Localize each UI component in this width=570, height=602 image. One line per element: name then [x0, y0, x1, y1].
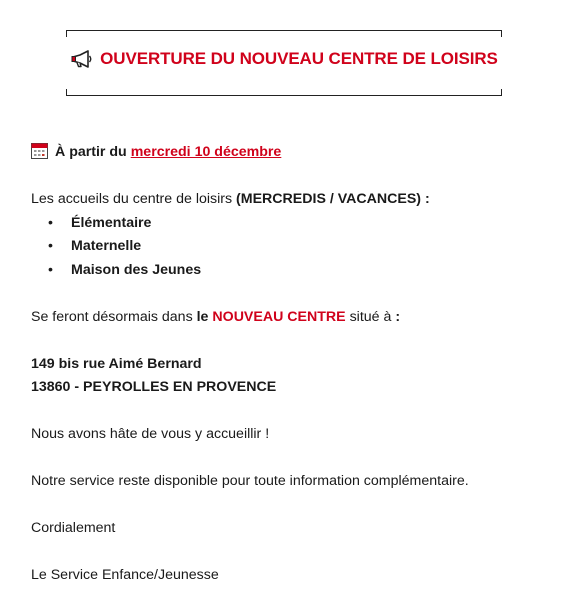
megaphone-icon	[70, 50, 94, 68]
announcement-banner	[66, 30, 502, 96]
opening-date: mercredi 10 décembre	[130, 144, 282, 160]
banner-top-border	[66, 30, 502, 37]
intro-periods: (MERCREDIS / VACANCES) :	[236, 191, 430, 207]
move-text-2: situé à	[345, 308, 396, 325]
structures-list	[31, 212, 556, 283]
banner-title: OUVERTURE DU NOUVEAU CENTRE DE LOISIRS	[100, 49, 498, 68]
calendar-icon	[31, 143, 48, 159]
signature-text: Le Service Enfance/Jeunesse	[31, 567, 219, 583]
address-line-1: 149 bis rue Aimé Bernard	[31, 355, 202, 372]
closing-text: Cordialement	[31, 520, 116, 536]
welcome-text: Nous avons hâte de vous y accueillir !	[31, 426, 270, 442]
address-line-2: 13860 - PEYROLLES EN PROVENCE	[31, 379, 277, 395]
banner-bottom-border	[66, 89, 502, 96]
move-line	[31, 306, 556, 330]
intro-line	[31, 188, 556, 212]
document-body	[31, 141, 556, 588]
list-item: • Maison des Jeunes	[31, 259, 556, 283]
banner-title-row	[66, 49, 502, 69]
list-item: • Maternelle	[31, 235, 556, 259]
move-colon: :	[395, 308, 401, 325]
intro-text: Les accueils du centre de loisirs	[31, 191, 237, 207]
move-bold-le: le	[196, 308, 209, 325]
list-item: • Élémentaire	[31, 212, 556, 236]
new-centre-highlight: NOUVEAU CENTRE	[212, 308, 346, 325]
service-text: Notre service reste disponible pour toute information complémentaire.	[31, 473, 469, 489]
date-line	[31, 141, 556, 165]
date-prefix: À partir du	[55, 144, 127, 160]
move-text-1: Se feront désormais dans	[31, 308, 197, 325]
